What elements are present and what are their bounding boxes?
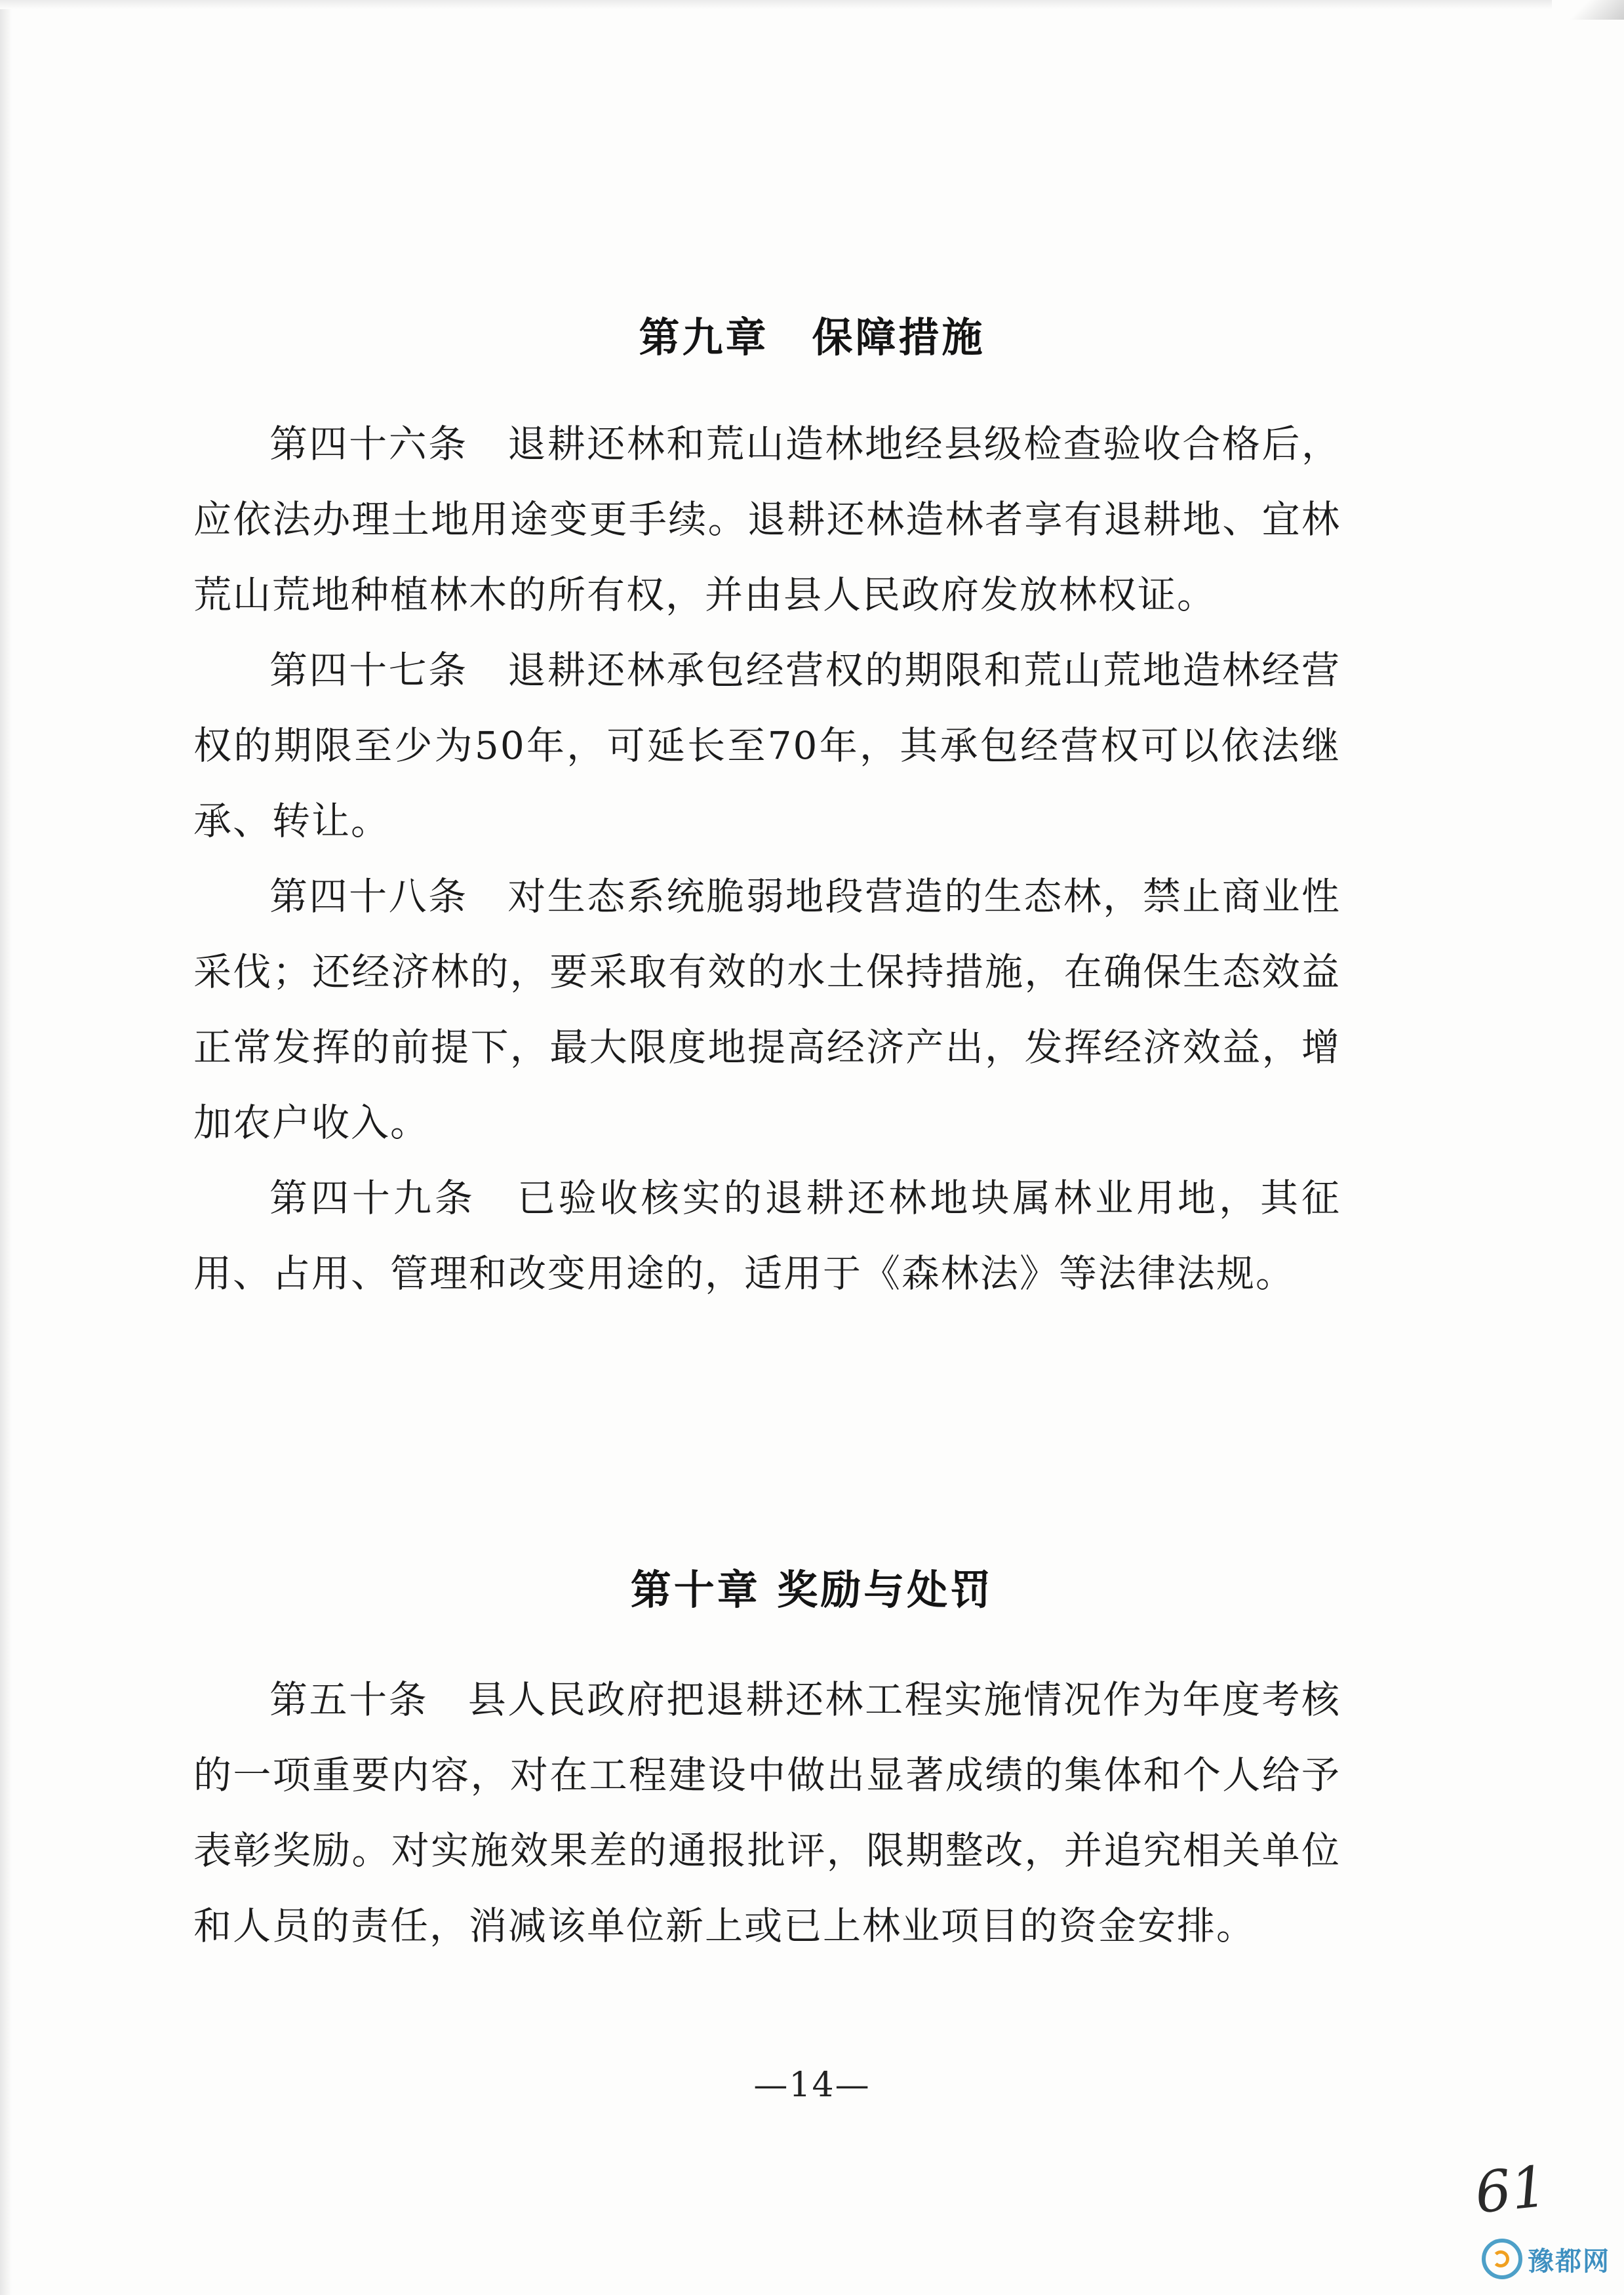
chapter-9-body xyxy=(193,407,1341,1311)
article-46: 第四十六条 退耕还林和荒山造林地经县级检查验收合格后，应依法办理土地用途变更手续。退耕还林造林者享有退耕地、宜林荒山荒地种植林木的所有权，并由县人民政府发放林权证。 xyxy=(193,422,1341,617)
page-number: —14— xyxy=(753,2066,871,2105)
site-watermark xyxy=(1482,2233,1619,2285)
scan-corner-mark xyxy=(1552,0,1624,20)
chapter-10-body xyxy=(193,1662,1341,1964)
article-50: 第五十条 县人民政府把退耕还林工程实施情况作为年度考核的一项重要内容，对在工程建设中做出显著成绩的集体和个人给予表彰奖励。对实施效果差的通报批评，限期整改，并追究相关单位和人员的责任，消减该单位新上或已上林业项目的资金安排。 xyxy=(193,1677,1341,1948)
watermark-logo-icon xyxy=(1482,2239,1522,2279)
article-48: 第四十八条 对生态系统脆弱地段营造的生态林，禁止商业性采伐；还经济林的，要采取有效的水土保持措施，在确保生态效益正常发挥的前提下，最大限度地提高经济产出，发挥经济效益，增加农户收入。 xyxy=(193,874,1341,1145)
scan-edge-top xyxy=(0,0,1624,9)
chapter-10-title: 第十章 奖励与处罚 xyxy=(630,1566,994,1614)
article-47: 第四十七条 退耕还林承包经营权的期限和荒山荒地造林经营权的期限至少为50年，可延长至70年，其承包经营权可以依法继承、转让。 xyxy=(193,648,1341,843)
watermark-text: 豫都网 xyxy=(1528,2246,1610,2277)
chapter-9-title: 第九章 保障措施 xyxy=(639,313,985,361)
handwritten-page-number: 61 xyxy=(1472,2153,1551,2227)
article-49: 第四十九条 已验收核实的退耕还林地块属林业用地，其征用、占用、管理和改变用途的，适用于《森林法》等法律法规。 xyxy=(193,1176,1341,1296)
